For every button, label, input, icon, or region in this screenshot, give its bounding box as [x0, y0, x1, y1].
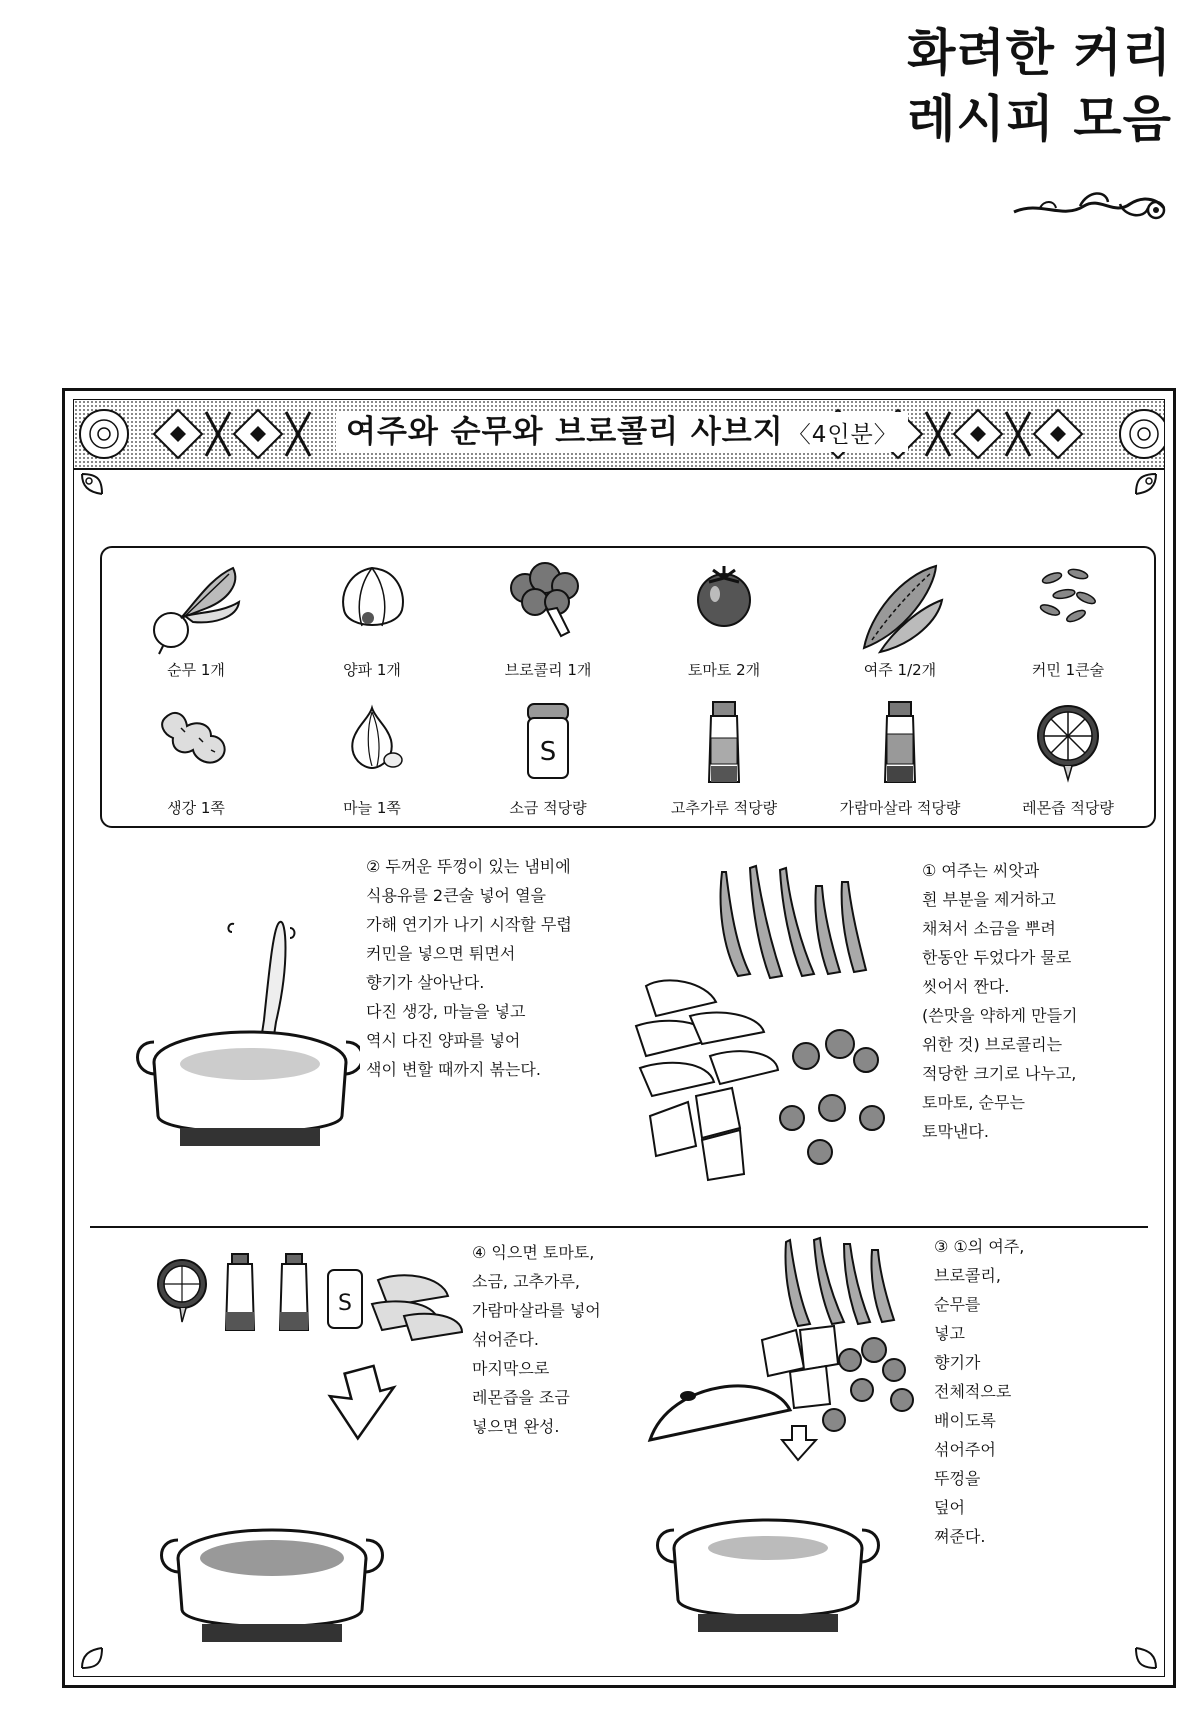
svg-text:S: S	[338, 1291, 352, 1316]
ingredient-chili-powder	[636, 692, 812, 824]
cumin-icon	[1028, 560, 1108, 630]
salt-shaker-icon	[518, 698, 578, 784]
pot-stirring-icon	[130, 892, 360, 1152]
svg-text:S: S	[539, 737, 557, 767]
ingredient-label: 순무 1개	[167, 661, 225, 679]
seasoning-pot-icon	[152, 1240, 468, 1660]
ingredient-label: 여주 1/2개	[863, 661, 937, 679]
ingredient-ginger	[108, 692, 284, 824]
ingredient-tomato	[636, 554, 812, 686]
step-4-text: ④ 익으면 토마토, 소금, 고추가루, 가람마살라를 넣어 섞어준다. 마지막으로 레몬즙을 조금 넣으면 완성.	[472, 1243, 601, 1436]
cut-vegetables-icon	[626, 856, 916, 1196]
ingredient-label: 고추가루 적당량	[670, 799, 778, 817]
ingredients-box	[100, 546, 1156, 828]
step-1-text: ① 여주는 씨앗과 흰 부분을 제거하고 채쳐서 소금을 뿌려 한동안 두었다가 물로 씻어서 짠다. (쓴맛을 약하게 만들기 위한 것) 브로콜리는 적당한 크기로 나누고, 토마토, 순무는 토막낸다.	[922, 861, 1078, 1141]
ingredient-label: 양파 1개	[343, 661, 401, 679]
ingredient-bitter-melon	[812, 554, 988, 686]
ingredient-label: 토마토 2개	[687, 661, 761, 679]
ingredient-broccoli	[460, 554, 636, 686]
page-heading	[907, 20, 1172, 152]
ingredient-label: 생강 1쪽	[167, 799, 225, 817]
covered-pot-icon	[640, 1230, 930, 1660]
ingredient-label: 소금 적당량	[509, 799, 587, 817]
ingredient-cumin	[980, 554, 1156, 686]
ingredient-garam-masala	[812, 692, 988, 824]
ingredient-salt	[460, 692, 636, 824]
ingredient-label: 레몬즙 적당량	[1022, 799, 1114, 817]
flourish-ornament-icon	[1010, 186, 1170, 226]
ingredient-turnip	[108, 554, 284, 686]
recipe-servings: 〈4인분〉	[787, 422, 898, 448]
corner-scroll-icon	[78, 1644, 106, 1672]
ginger-icon	[151, 698, 241, 778]
ingredient-label: 마늘 1쪽	[343, 799, 401, 817]
page-heading-line2: 레시피 모음	[907, 90, 1172, 148]
recipe-title	[336, 412, 908, 452]
ingredient-label: 브로콜리 1개	[504, 661, 592, 679]
recipe-frame-inner	[73, 399, 1165, 1677]
corner-scroll-icon	[78, 470, 106, 498]
bitter-melon-icon	[850, 560, 950, 660]
ingredient-lemon	[980, 692, 1156, 824]
chili-powder-bottle-icon	[699, 698, 749, 788]
step-2-text: ② 두꺼운 뚜껑이 있는 냄비에 식용유를 2큰술 넣어 열을 가해 연기가 나기 시작할 무렵 커민을 넣으면 튀면서 향기가 살아난다. 다진 생강, 마늘을 넣고 역시 다진 양파를 넣어 색이 변할 때까지 볶는다.	[366, 857, 572, 1079]
page-heading-line1: 화려한 커리	[907, 24, 1172, 82]
recipe-frame	[62, 388, 1176, 1688]
recipe-banner	[74, 400, 1164, 470]
turnip-icon	[141, 560, 251, 656]
tomato-icon	[689, 560, 759, 630]
step-divider	[90, 1226, 1148, 1228]
ingredient-garlic	[284, 692, 460, 824]
step-3-text: ③ ①의 여주, 브로콜리, 순무를 넣고 향기가 전체적으로 배이도록 섞어주어 뚜껑을 덮어 쪄준다.	[934, 1237, 1025, 1546]
garam-masala-bottle-icon	[875, 698, 925, 788]
lemon-icon	[1028, 698, 1108, 784]
ingredient-label: 커민 1큰술	[1031, 661, 1105, 679]
garlic-icon	[337, 698, 407, 778]
broccoli-icon	[503, 560, 593, 646]
ingredient-onion	[284, 554, 460, 686]
onion-icon	[332, 560, 412, 640]
corner-scroll-icon	[1132, 470, 1160, 498]
corner-scroll-icon	[1132, 1644, 1160, 1672]
recipe-title-text: 여주와 순무와 브로콜리 사브지	[346, 414, 784, 450]
ingredient-label: 가람마살라 적당량	[839, 799, 961, 817]
